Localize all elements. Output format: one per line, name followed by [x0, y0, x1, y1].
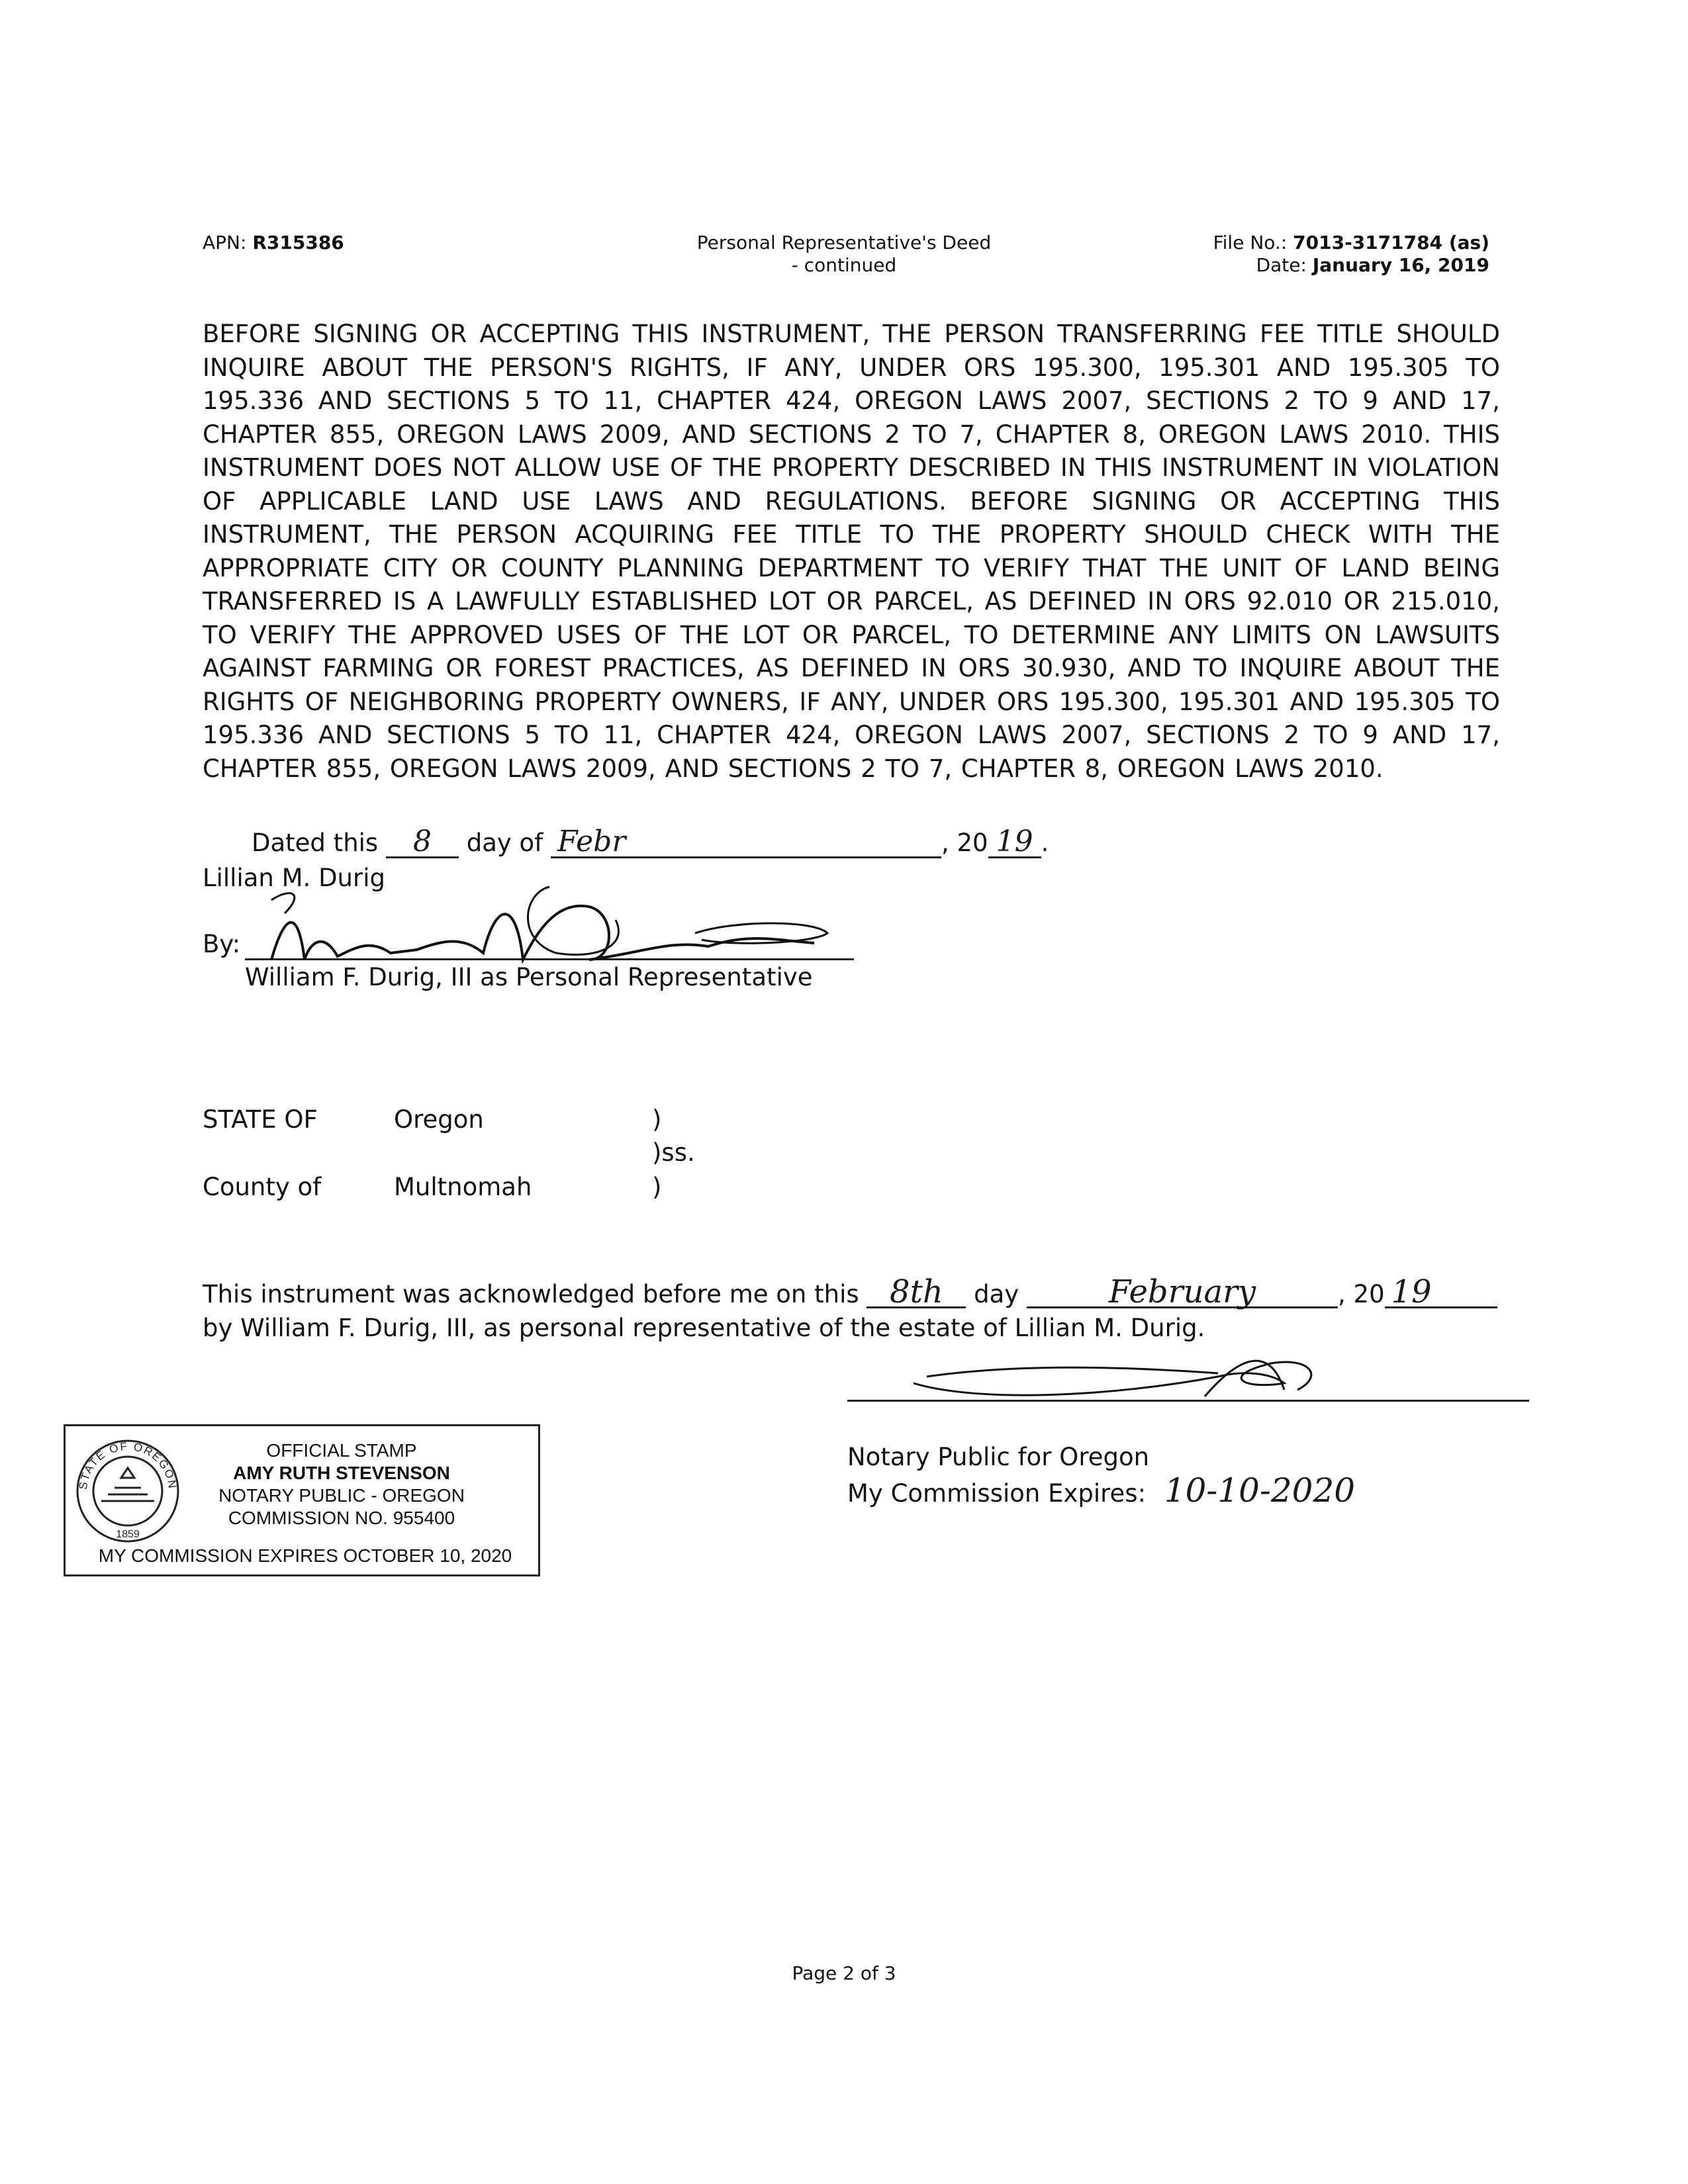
dated-year-prefix: , 20 [941, 829, 988, 857]
page-number: Page 2 of 3 [792, 1962, 896, 1984]
apn-label: APN: [203, 232, 247, 253]
stamp-line-2: AMY RUTH STEVENSON [233, 1463, 450, 1483]
stamp-line-3: NOTARY PUBLIC - OREGON [218, 1485, 465, 1506]
county-label: County of [203, 1173, 322, 1201]
notary-expires-label: My Commission Expires: [847, 1479, 1147, 1508]
state-label: STATE OF [203, 1105, 318, 1134]
ack-prefix: This instrument was acknowledged before me on this [203, 1280, 859, 1308]
file-number: 7013-3171784 (as) [1293, 232, 1489, 253]
notary-signature [847, 1337, 1609, 1416]
ack-month [1027, 1273, 1338, 1310]
acknowledgment-line1 [203, 1273, 1497, 1310]
stamp-line-1: OFFICIAL STAMP [266, 1440, 417, 1461]
by-label: By: [203, 930, 241, 958]
dated-year-value: 19 [996, 825, 1033, 858]
dated-line [252, 827, 1049, 858]
grantor-name: Lillian M. Durig [203, 864, 385, 892]
ack-day-label: day [974, 1280, 1019, 1308]
acknowledgment-line2: by William F. Durig, III, as personal representative of the estate of Lillian M. Durig. [203, 1314, 1205, 1342]
ack-year [1385, 1273, 1497, 1310]
header-apn [203, 232, 344, 254]
county-value: Multnomah [394, 1173, 532, 1201]
venue-paren-top: ) [652, 1105, 662, 1134]
dated-prefix: Dated this [252, 829, 379, 857]
dated-day-of: day of [466, 829, 543, 857]
dated-month [551, 827, 941, 858]
ack-month-value: February [1108, 1273, 1256, 1310]
venue-paren-bottom: ) [652, 1173, 662, 1201]
stamp-line-4: COMMISSION NO. 955400 [228, 1508, 455, 1528]
dated-day-value: 8 [412, 825, 432, 858]
file-label: File No.: [1213, 232, 1288, 253]
notary-title: Notary Public for Oregon [847, 1443, 1150, 1471]
notary-expires [847, 1471, 1356, 1510]
venue-ss: )ss. [652, 1138, 695, 1167]
notary-expires-value: 10-10-2020 [1164, 1471, 1356, 1510]
ack-year-value: 19 [1391, 1273, 1432, 1310]
statutory-warning: BEFORE SIGNING OR ACCEPTING THIS INSTRUMENT, THE PERSON TRANSFERRING FEE TITLE SHOULD INQUIRE ABOUT THE PERSON'S RIGHTS, IF ANY, UNDER ORS 195.300, 195.301 AND 195.305 TO 195.336 AND SECTIONS 5 TO 11, CHAPTER 424, OREGON LAWS 2007, SECTIONS 2 TO 9 AND 17, CHAPTER 855, OREGON LAWS 2009, AND SECTIONS 2 TO 7, CHAPTER 8, OREGON LAWS 2010. THIS INSTRUMENT DOES NOT ALLOW USE OF THE PROPERTY DESCRIBED IN THIS INSTRUMENT IN VIOLATION OF APPLICABLE LAND USE LAWS AND REGULATIONS. BEFORE SIGNING OR ACCEPTING THIS INSTRUMENT, THE PERSON ACQUIRING FEE TITLE TO THE PROPERTY SHOULD CHECK WITH THE APPROPRIATE CITY OR COUNTY PLANNING DEPARTMENT TO VERIFY THAT THE UNIT OF LAND BEING TRANSFERRED IS A LAWFULLY ESTABLISHED LOT OR PARCEL, AS DEFINED IN ORS 92.010 OR 215.010, TO VERIFY THE APPROVED USES OF THE LOT OR PARCEL, TO DETERMINE ANY LIMITS ON LAWSUITS AGAINST FARMING OR FOREST PRACTICES, AS DEFINED IN ORS 30.930, AND TO INQUIRE ABOUT THE RIGHTS OF NEIGHBORING PROPERTY OWNERS, IF ANY, UNDER ORS 195.300, 195.301 AND 195.305 TO 195.336 AND SECTIONS 5 TO 11, CHAPTER 424, OREGON LAWS 2007, SECTIONS 2 TO 9 AND 17, CHAPTER 855, OREGON LAWS 2009, AND SECTIONS 2 TO 7, CHAPTER 8, OREGON LAWS 2010. [203, 320, 1500, 783]
date-label: Date: [1256, 254, 1307, 276]
header-file [1213, 232, 1489, 277]
seal-year: 1859 [116, 1529, 140, 1540]
ack-day-value: 8th [890, 1273, 943, 1310]
seal-top-text: STATE OF OREGON [76, 1439, 179, 1490]
header-title [662, 232, 1026, 277]
dated-day [386, 827, 459, 858]
document-title-continued: - continued [791, 254, 897, 276]
official-stamp [64, 1424, 540, 1576]
dated-month-value: Febr [557, 825, 626, 858]
stamp-line-5: MY COMMISSION EXPIRES OCTOBER 10, 2020 [98, 1545, 512, 1566]
signer-title: William F. Durig, III as Personal Representative [245, 963, 813, 991]
document-title: Personal Representative's Deed [696, 232, 992, 253]
ack-day [867, 1273, 966, 1310]
state-value: Oregon [394, 1105, 484, 1134]
date-value: January 16, 2019 [1312, 254, 1489, 276]
dated-year [988, 827, 1041, 858]
apn-value: R315386 [252, 232, 344, 253]
notary-signature-line [847, 1400, 1529, 1402]
dated-period: . [1041, 829, 1049, 857]
ack-year-prefix: , 20 [1338, 1280, 1385, 1308]
